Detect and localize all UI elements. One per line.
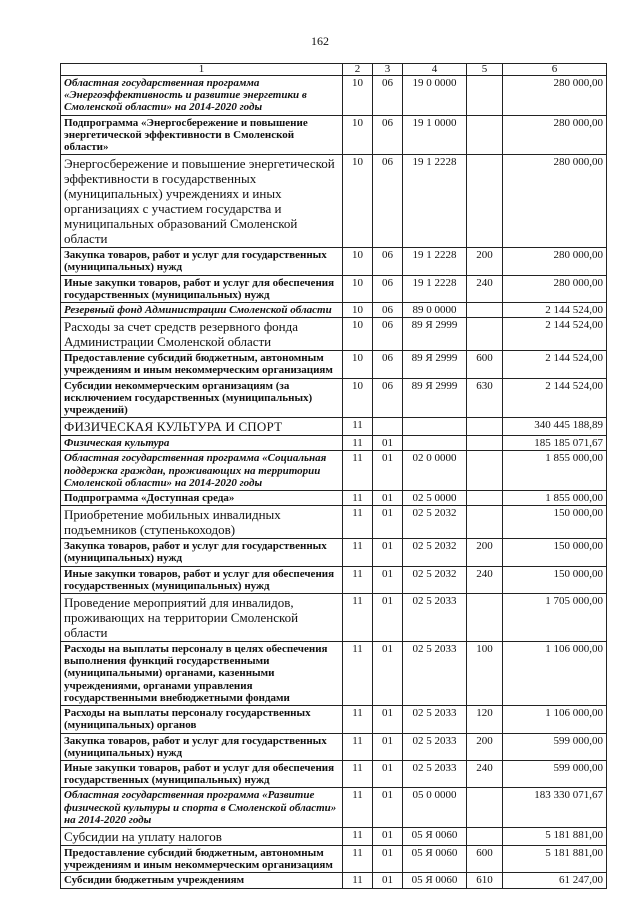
row-section-code: 11 — [343, 566, 373, 593]
row-amount: 1 106 000,00 — [503, 706, 607, 733]
row-amount: 1 855 000,00 — [503, 491, 607, 506]
row-target-article: 05 Я 0060 — [403, 873, 467, 888]
table-row — [61, 733, 607, 760]
row-subsection-code: 06 — [373, 275, 403, 302]
row-expense-type — [467, 788, 503, 828]
row-target-article: 05 Я 0060 — [403, 845, 467, 872]
row-target-article: 89 0 0000 — [403, 303, 467, 318]
row-name: Субсидии некоммерческим организациям (за исключением государственных (муниципальных) учреждений) — [61, 378, 343, 418]
row-amount: 599 000,00 — [503, 760, 607, 787]
row-expense-type — [467, 451, 503, 491]
page-number: 162 — [311, 34, 329, 48]
row-subsection-code: 01 — [373, 827, 403, 845]
row-expense-type: 240 — [467, 760, 503, 787]
row-amount: 150 000,00 — [503, 539, 607, 566]
row-subsection-code — [373, 418, 403, 436]
row-amount: 280 000,00 — [503, 275, 607, 302]
row-name: Расходы за счет средств резервного фонда Администрации Смоленской области — [61, 318, 343, 351]
row-subsection-code: 01 — [373, 436, 403, 451]
row-amount: 280 000,00 — [503, 76, 607, 116]
row-name: Подпрограмма «Энергосбережение и повышение энергетической эффективности в Смоленской области» — [61, 115, 343, 155]
row-target-article: 19 1 2228 — [403, 155, 467, 248]
row-name: Иные закупки товаров, работ и услуг для обеспечения государственных (муниципальных) нужд — [61, 566, 343, 593]
row-target-article: 02 5 2033 — [403, 642, 467, 706]
table-row — [61, 491, 607, 506]
table-body — [61, 76, 607, 889]
row-subsection-code: 01 — [373, 733, 403, 760]
row-target-article: 02 5 0000 — [403, 491, 467, 506]
row-name: Предоставление субсидий бюджетным, автономным учреждениям и иным некоммерческим организациям — [61, 351, 343, 378]
row-subsection-code: 06 — [373, 303, 403, 318]
row-amount: 61 247,00 — [503, 873, 607, 888]
row-section-code: 11 — [343, 733, 373, 760]
row-subsection-code: 01 — [373, 706, 403, 733]
row-subsection-code: 06 — [373, 378, 403, 418]
row-name: Расходы на выплаты персоналу в целях обеспечения выполнения функций государственными (муниципальными) органами, казенными учреждениями, органами управления государственными внебюджетными фондами — [61, 642, 343, 706]
row-section-code: 10 — [343, 303, 373, 318]
table-row — [61, 76, 607, 116]
row-section-code: 10 — [343, 275, 373, 302]
table-row — [61, 303, 607, 318]
row-section-code: 11 — [343, 594, 373, 642]
row-subsection-code: 06 — [373, 351, 403, 378]
row-section-code: 10 — [343, 378, 373, 418]
table-row — [61, 706, 607, 733]
row-section-code: 11 — [343, 642, 373, 706]
row-subsection-code: 01 — [373, 506, 403, 539]
row-subsection-code: 01 — [373, 642, 403, 706]
row-target-article: 89 Я 2999 — [403, 318, 467, 351]
table-row — [61, 155, 607, 248]
row-amount: 280 000,00 — [503, 248, 607, 275]
row-section-code: 10 — [343, 351, 373, 378]
row-section-code: 11 — [343, 539, 373, 566]
table-row — [61, 566, 607, 593]
row-expense-type: 600 — [467, 351, 503, 378]
row-target-article: 02 5 2033 — [403, 594, 467, 642]
table-row — [61, 845, 607, 872]
row-section-code: 10 — [343, 76, 373, 116]
row-section-code: 11 — [343, 436, 373, 451]
row-expense-type — [467, 594, 503, 642]
row-subsection-code: 06 — [373, 318, 403, 351]
row-target-article: 02 5 2033 — [403, 760, 467, 787]
row-target-article: 02 5 2033 — [403, 733, 467, 760]
row-amount: 2 144 524,00 — [503, 303, 607, 318]
row-name: Закупка товаров, работ и услуг для государственных (муниципальных) нужд — [61, 733, 343, 760]
row-section-code: 10 — [343, 318, 373, 351]
row-section-code: 11 — [343, 845, 373, 872]
row-target-article — [403, 418, 467, 436]
row-expense-type: 630 — [467, 378, 503, 418]
row-section-code: 11 — [343, 873, 373, 888]
row-name: Предоставление субсидий бюджетным, автономным учреждениям и иным некоммерческим организациям — [61, 845, 343, 872]
row-target-article — [403, 436, 467, 451]
row-expense-type: 240 — [467, 275, 503, 302]
row-amount: 5 181 881,00 — [503, 845, 607, 872]
row-target-article: 02 5 2032 — [403, 539, 467, 566]
row-target-article: 89 Я 2999 — [403, 378, 467, 418]
row-expense-type — [467, 827, 503, 845]
row-section-code: 10 — [343, 155, 373, 248]
row-section-code: 11 — [343, 827, 373, 845]
table-row — [61, 539, 607, 566]
header-col-expense-type: 5 — [467, 64, 503, 76]
header-col-target-article: 4 — [403, 64, 467, 76]
row-expense-type: 120 — [467, 706, 503, 733]
row-expense-type — [467, 418, 503, 436]
row-amount: 150 000,00 — [503, 566, 607, 593]
header-col-name: 1 — [61, 64, 343, 76]
table-row — [61, 760, 607, 787]
row-subsection-code: 01 — [373, 873, 403, 888]
row-name: Областная государственная программа «Развитие физической культуры и спорта в Смоленской области» на 2014-2020 годы — [61, 788, 343, 828]
row-target-article: 02 5 2033 — [403, 706, 467, 733]
header-col-amount: 6 — [503, 64, 607, 76]
row-expense-type — [467, 506, 503, 539]
row-subsection-code: 06 — [373, 76, 403, 116]
row-subsection-code: 01 — [373, 760, 403, 787]
row-target-article: 89 Я 2999 — [403, 351, 467, 378]
table-row — [61, 248, 607, 275]
row-target-article: 19 1 0000 — [403, 115, 467, 155]
row-amount: 5 181 881,00 — [503, 827, 607, 845]
row-section-code: 11 — [343, 788, 373, 828]
row-section-code: 10 — [343, 248, 373, 275]
table-row — [61, 351, 607, 378]
table-row — [61, 642, 607, 706]
row-name: Субсидии бюджетным учреждениям — [61, 873, 343, 888]
header-col-subsection: 3 — [373, 64, 403, 76]
row-name: Проведение мероприятий для инвалидов, проживающих на территории Смоленской области — [61, 594, 343, 642]
header-row — [61, 64, 607, 76]
row-section-code: 11 — [343, 418, 373, 436]
row-name: Иные закупки товаров, работ и услуг для обеспечения государственных (муниципальных) нужд — [61, 275, 343, 302]
row-amount: 599 000,00 — [503, 733, 607, 760]
row-expense-type: 600 — [467, 845, 503, 872]
row-expense-type: 200 — [467, 248, 503, 275]
row-name: Резервный фонд Администрации Смоленской области — [61, 303, 343, 318]
row-amount: 150 000,00 — [503, 506, 607, 539]
row-amount: 1 106 000,00 — [503, 642, 607, 706]
row-target-article: 02 5 2032 — [403, 506, 467, 539]
table-row — [61, 506, 607, 539]
row-name: Областная государственная программа «Энергоэффективность и развитие энергетики в Смоленской области» на 2014-2020 годы — [61, 76, 343, 116]
row-name: Иные закупки товаров, работ и услуг для обеспечения государственных (муниципальных) нужд — [61, 760, 343, 787]
row-amount: 183 330 071,67 — [503, 788, 607, 828]
row-target-article: 05 0 0000 — [403, 788, 467, 828]
row-target-article: 19 1 2228 — [403, 248, 467, 275]
header-col-section: 2 — [343, 64, 373, 76]
row-name: Подпрограмма «Доступная среда» — [61, 491, 343, 506]
row-name: ФИЗИЧЕСКАЯ КУЛЬТУРА И СПОРТ — [61, 418, 343, 436]
row-name: Субсидии на уплату налогов — [61, 827, 343, 845]
table-row — [61, 788, 607, 828]
row-section-code: 11 — [343, 451, 373, 491]
row-amount: 280 000,00 — [503, 155, 607, 248]
row-name: Закупка товаров, работ и услуг для государственных (муниципальных) нужд — [61, 248, 343, 275]
row-amount: 185 185 071,67 — [503, 436, 607, 451]
row-expense-type — [467, 303, 503, 318]
row-amount: 280 000,00 — [503, 115, 607, 155]
row-subsection-code: 06 — [373, 155, 403, 248]
table-row — [61, 873, 607, 888]
row-expense-type — [467, 491, 503, 506]
table-row — [61, 594, 607, 642]
row-section-code: 11 — [343, 491, 373, 506]
row-expense-type — [467, 115, 503, 155]
row-subsection-code: 06 — [373, 115, 403, 155]
row-expense-type — [467, 76, 503, 116]
table-row — [61, 378, 607, 418]
row-name: Закупка товаров, работ и услуг для государственных (муниципальных) нужд — [61, 539, 343, 566]
row-name: Энергосбережение и повышение энергетической эффективности в государственных (муниципальных) учреждениях и иных организациях с участием государства и муниципальных образований Смоленской области — [61, 155, 343, 248]
row-amount: 1 855 000,00 — [503, 451, 607, 491]
table-row — [61, 827, 607, 845]
row-expense-type — [467, 436, 503, 451]
row-amount: 2 144 524,00 — [503, 378, 607, 418]
row-subsection-code: 01 — [373, 594, 403, 642]
row-target-article: 19 0 0000 — [403, 76, 467, 116]
table-row — [61, 418, 607, 436]
row-expense-type: 100 — [467, 642, 503, 706]
row-amount: 2 144 524,00 — [503, 318, 607, 351]
row-expense-type — [467, 318, 503, 351]
row-subsection-code: 01 — [373, 845, 403, 872]
row-expense-type: 610 — [467, 873, 503, 888]
table-row — [61, 115, 607, 155]
row-subsection-code: 01 — [373, 788, 403, 828]
row-target-article: 02 5 2032 — [403, 566, 467, 593]
row-expense-type: 240 — [467, 566, 503, 593]
row-amount: 2 144 524,00 — [503, 351, 607, 378]
row-target-article: 02 0 0000 — [403, 451, 467, 491]
row-subsection-code: 01 — [373, 566, 403, 593]
row-subsection-code: 06 — [373, 248, 403, 275]
row-subsection-code: 01 — [373, 491, 403, 506]
row-amount: 340 445 188,89 — [503, 418, 607, 436]
row-section-code: 11 — [343, 506, 373, 539]
table-row — [61, 275, 607, 302]
table-row — [61, 436, 607, 451]
row-name: Областная государственная программа «Социальная поддержка граждан, проживающих на территории Смоленской области» на 2014-2020 годы — [61, 451, 343, 491]
row-subsection-code: 01 — [373, 451, 403, 491]
row-target-article: 19 1 2228 — [403, 275, 467, 302]
row-name: Приобретение мобильных инвалидных подъемников (ступенькоходов) — [61, 506, 343, 539]
row-section-code: 11 — [343, 760, 373, 787]
budget-table — [60, 63, 607, 889]
row-subsection-code: 01 — [373, 539, 403, 566]
row-amount: 1 705 000,00 — [503, 594, 607, 642]
table-row — [61, 318, 607, 351]
row-expense-type — [467, 155, 503, 248]
row-section-code: 10 — [343, 115, 373, 155]
row-target-article: 05 Я 0060 — [403, 827, 467, 845]
row-expense-type: 200 — [467, 539, 503, 566]
row-name: Физическая культура — [61, 436, 343, 451]
row-section-code: 11 — [343, 706, 373, 733]
table-row — [61, 451, 607, 491]
row-name: Расходы на выплаты персоналу государственных (муниципальных) органов — [61, 706, 343, 733]
row-expense-type: 200 — [467, 733, 503, 760]
